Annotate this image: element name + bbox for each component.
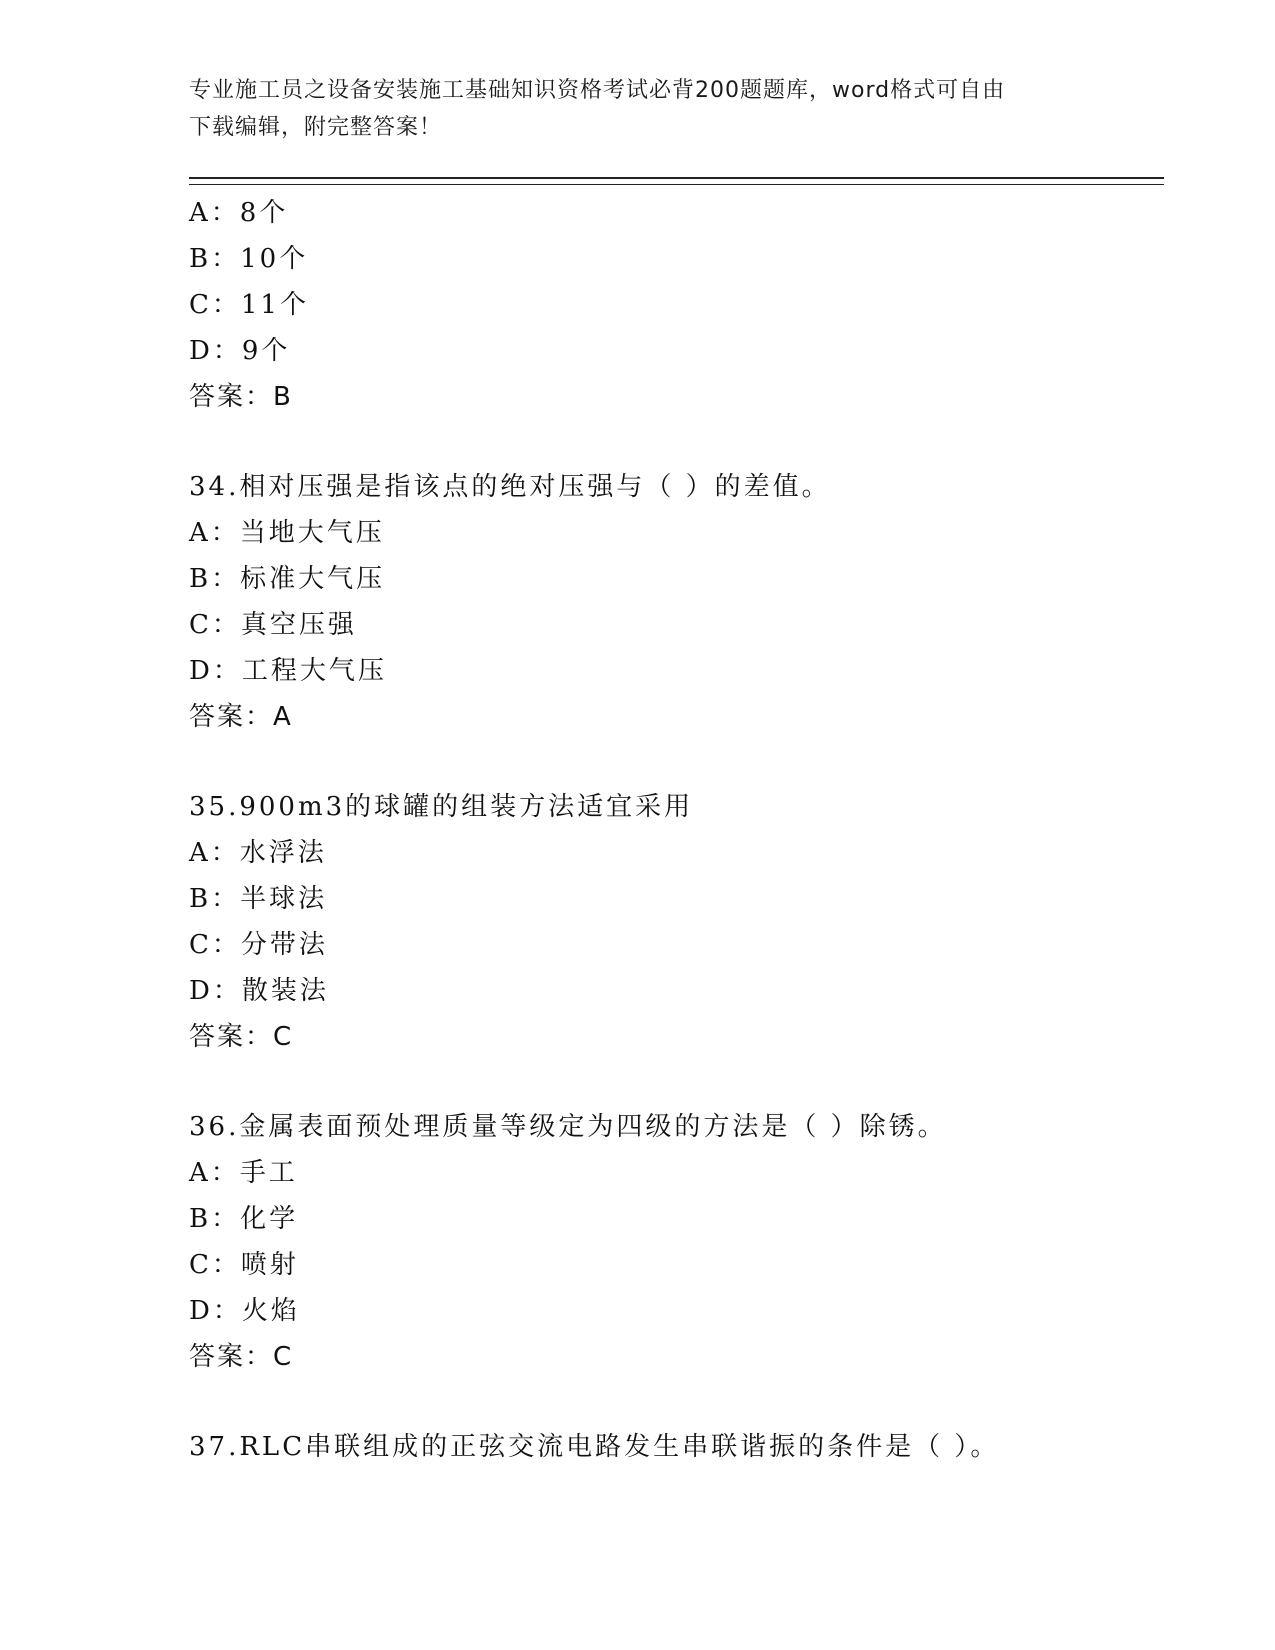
question-text: 35.900m3的球罐的组装方法适宜采用 (189, 792, 694, 822)
option-d: D：9个 (189, 336, 291, 366)
option-a: A：手工 (189, 1158, 298, 1188)
question-text: 36.金属表面预处理质量等级定为四级的方法是（ ）除锈。 (189, 1112, 947, 1142)
document-header (189, 72, 1089, 146)
option-a: A：8个 (189, 198, 289, 228)
option-d: D：火焰 (189, 1296, 300, 1326)
header-divider-thick (189, 177, 1164, 179)
answer-line: 答案：C (189, 1342, 294, 1372)
question-list (189, 190, 1164, 1470)
question-36 (189, 1104, 1164, 1380)
question-35 (189, 784, 1164, 1060)
option-b: B：半球法 (189, 884, 328, 914)
answer-line: 答案：B (189, 382, 293, 412)
header-divider-thin (189, 184, 1164, 185)
question-37 (189, 1424, 1164, 1470)
option-b: B：10个 (189, 244, 309, 274)
question-34 (189, 464, 1164, 740)
option-c: C：分带法 (189, 930, 328, 960)
option-b: B：标准大气压 (189, 564, 386, 594)
question-33 (189, 190, 1164, 420)
question-text: 34.相对压强是指该点的绝对压强与（ ）的差值。 (189, 472, 831, 502)
option-d: D：散装法 (189, 976, 329, 1006)
option-c: C：真空压强 (189, 610, 357, 640)
option-a: A：水浮法 (189, 838, 327, 868)
option-b: B：化学 (189, 1204, 299, 1234)
answer-line: 答案：C (189, 1022, 294, 1052)
option-c: C：喷射 (189, 1250, 299, 1280)
header-line-2: 下载编辑，附完整答案！ (189, 115, 443, 140)
question-text: 37.RLC串联组成的正弦交流电路发生串联谐振的条件是（ ）。 (189, 1432, 1000, 1462)
option-d: D：工程大气压 (189, 656, 387, 686)
header-line-1: 专业施工员之设备安装施工基础知识资格考试必背200题题库，word格式可自由 (189, 78, 1006, 103)
answer-line: 答案：A (189, 702, 293, 732)
option-c: C：11个 (189, 290, 309, 320)
option-a: A：当地大气压 (189, 518, 385, 548)
